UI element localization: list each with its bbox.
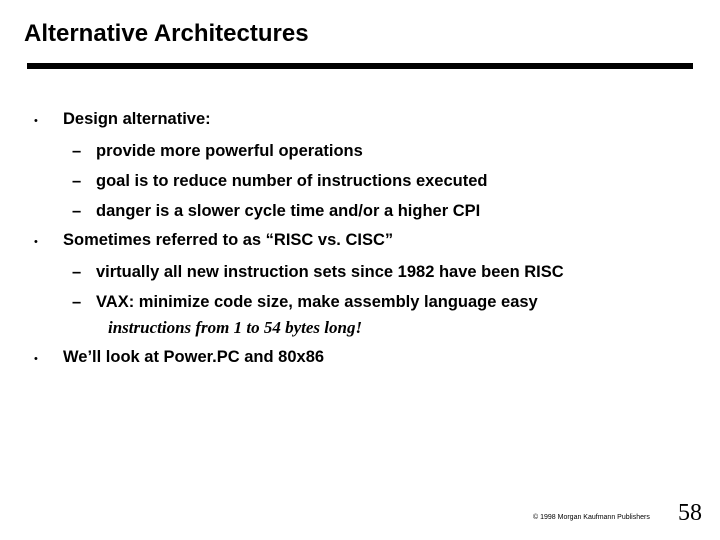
subitem [72, 202, 480, 221]
dash-marker: – [72, 293, 82, 311]
subitem [72, 142, 363, 161]
page-number: 58 [678, 500, 702, 526]
subitem-text: goal is to reduce number of instructions executed [96, 172, 488, 190]
subitem-text: provide more powerful operations [96, 142, 363, 160]
bullet-marker: • [34, 236, 38, 248]
vax-note: instructions from 1 to 54 bytes long! [108, 318, 363, 337]
bullet-design-alternative: Design alternative: [63, 110, 211, 128]
subitem-text: danger is a slower cycle time and/or a higher CPI [96, 202, 481, 220]
dash-marker: – [72, 172, 82, 190]
subitem-text: virtually all new instruction sets since 1982 have been RISC [96, 263, 564, 281]
bullet-risc-vs-cisc: Sometimes referred to as “RISC vs. CISC” [63, 231, 394, 249]
slide-title: Alternative Architectures [24, 20, 309, 47]
title-rule [27, 63, 693, 69]
subitem-text: VAX: minimize code size, make assembly language easy [96, 293, 538, 311]
subitem [72, 293, 538, 312]
bullet-powerpc-80x86: We’ll look at Power.PC and 80x86 [63, 348, 325, 366]
subitem [72, 172, 488, 191]
subitem [72, 263, 564, 282]
bullet-marker: • [34, 353, 38, 365]
dash-marker: – [72, 263, 82, 281]
copyright-notice: © 1998 Morgan Kaufmann Publishers [533, 514, 650, 521]
bullet-marker: • [34, 115, 38, 127]
dash-marker: – [72, 142, 82, 160]
dash-marker: – [72, 202, 82, 220]
